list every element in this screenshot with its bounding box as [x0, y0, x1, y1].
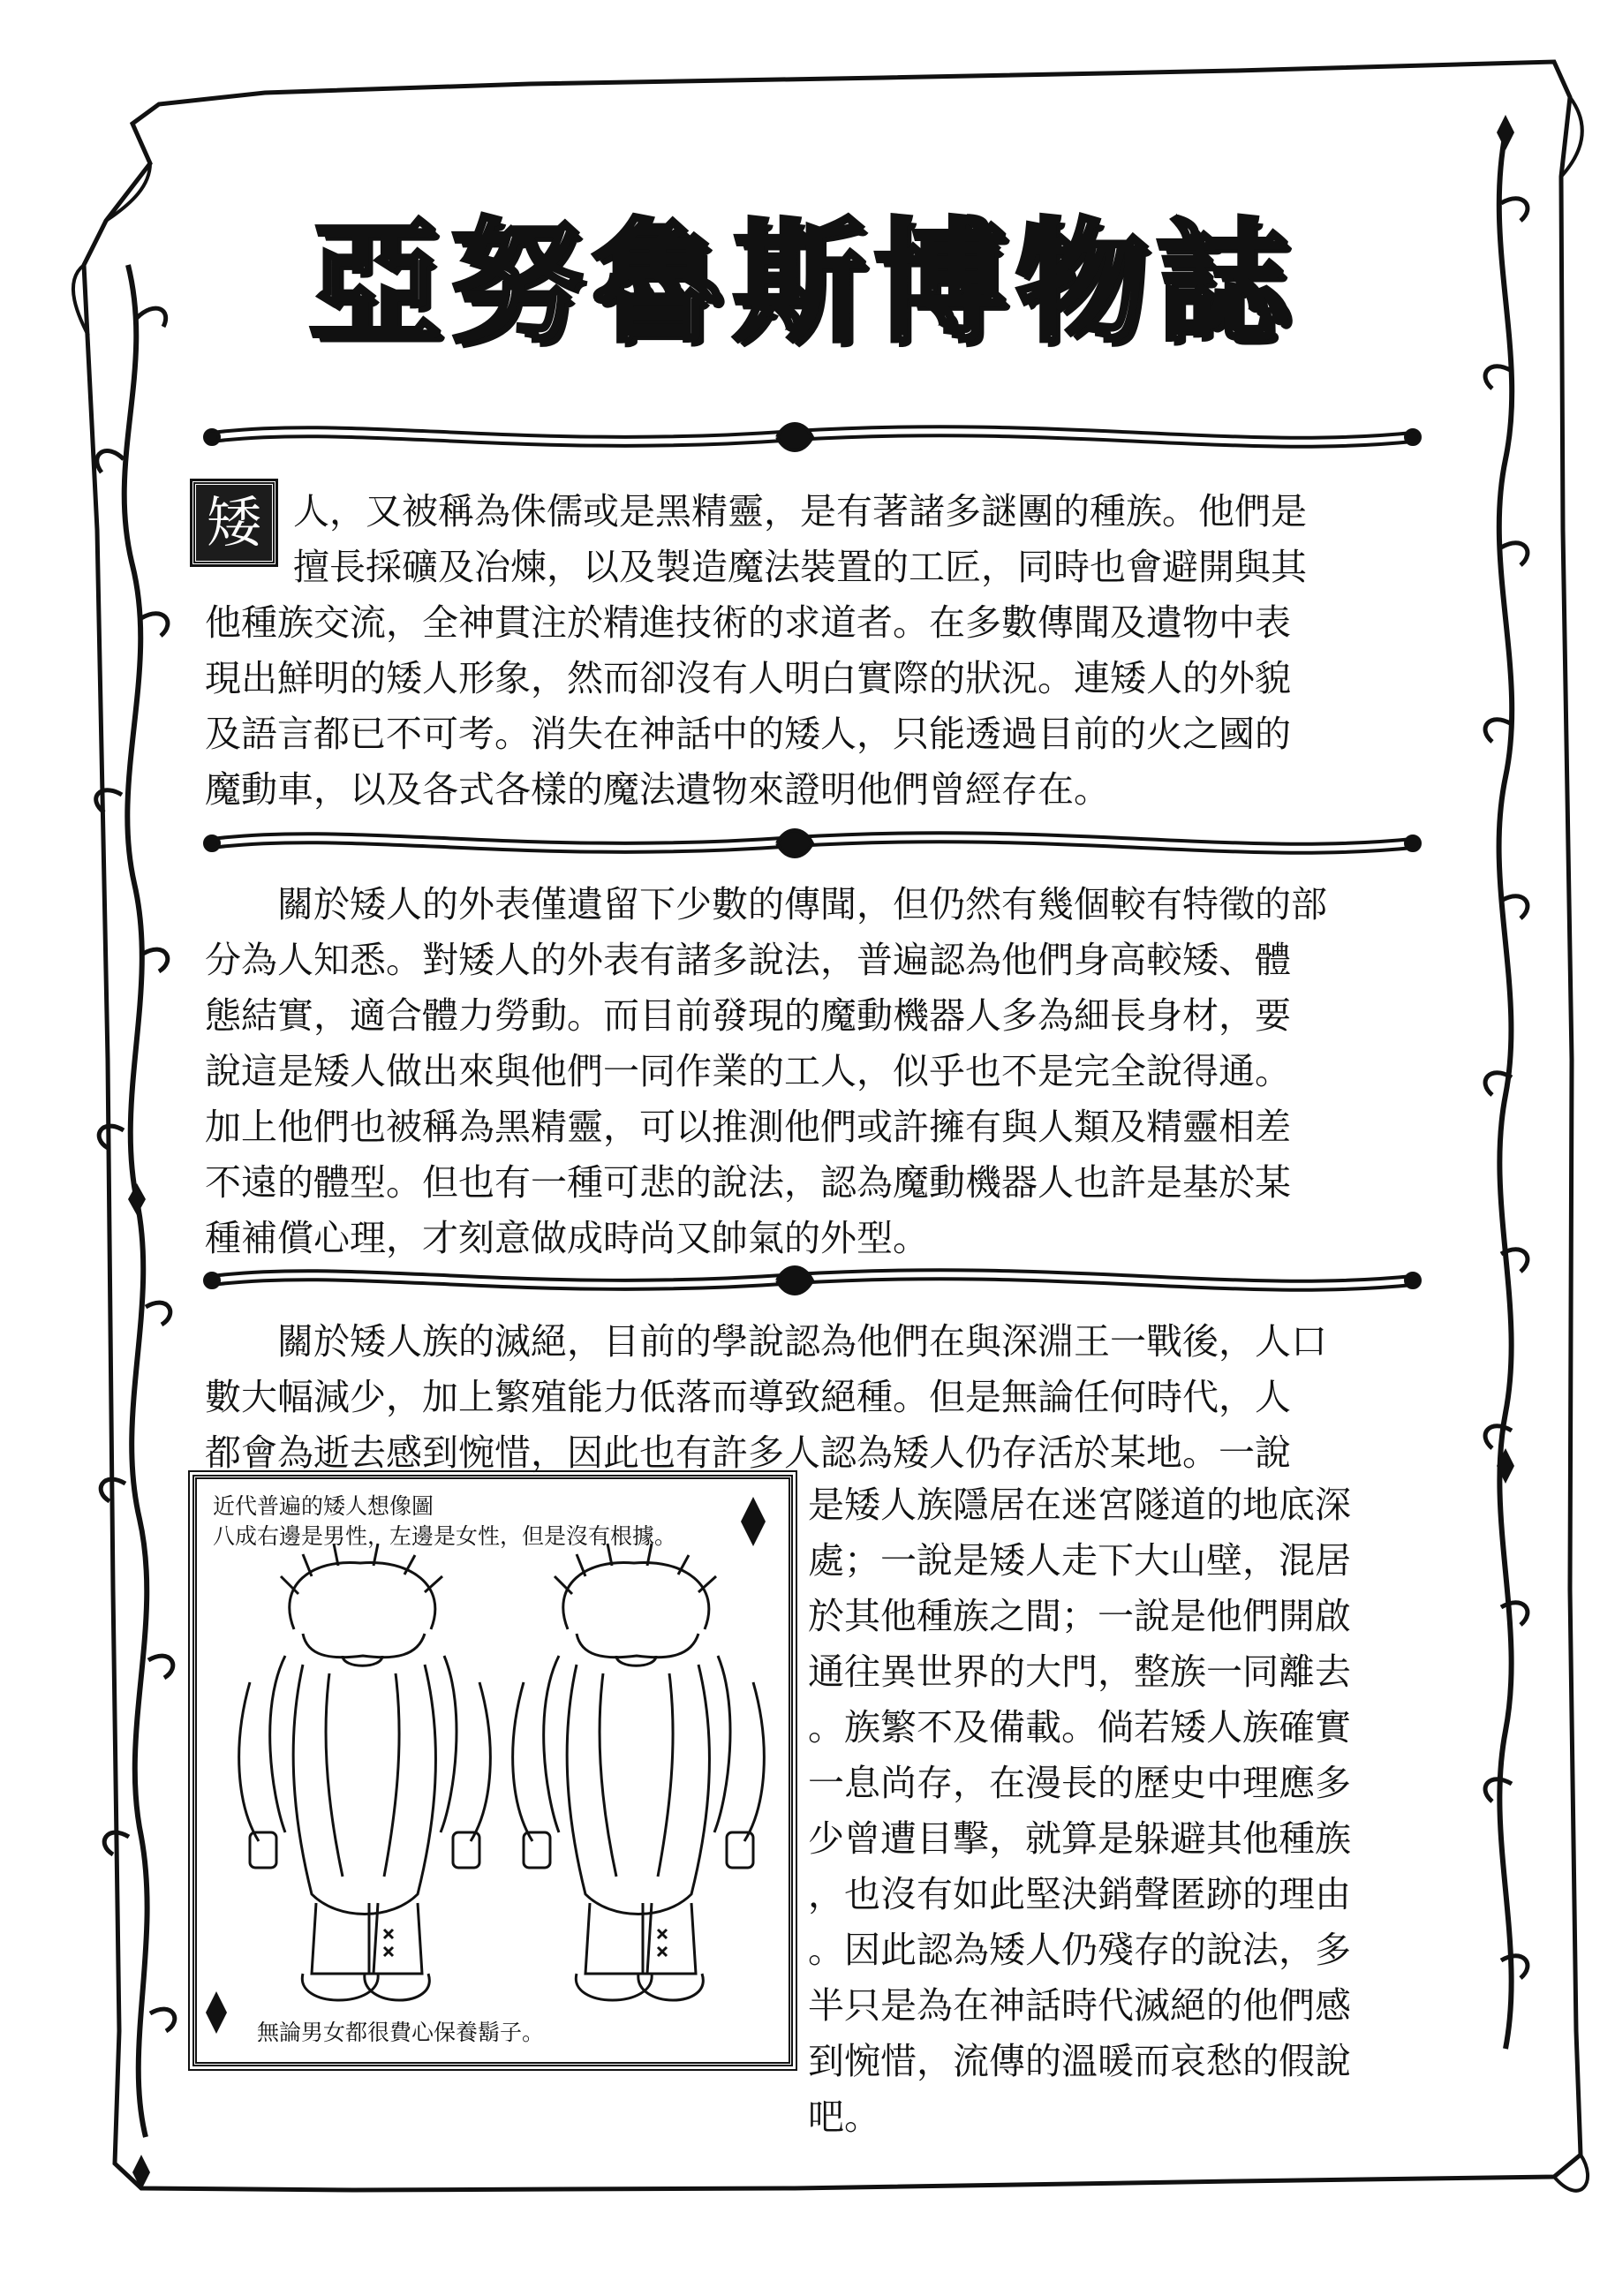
dwarf-illustration-figure — [192, 1475, 793, 2066]
figure-title: 近代普遍的矮人想像圖 — [213, 1493, 434, 1519]
page-title: 亞努魯斯博物誌 — [308, 205, 1298, 360]
text-line: 擅長採礦及冶煉，以及製造魔法裝置的工匠，同時也會避開與其 — [293, 546, 1307, 588]
text-line: 不遠的體型。但也有一種可悲的說法，認為魔動機器人也許是基於某 — [205, 1161, 1291, 1204]
text-line: 說這是矮人做出來與他們一同作業的工人，似乎也不是完全說得通。 — [205, 1050, 1291, 1092]
text-line: 種補償心理，才刻意做成時尚又帥氣的外型。 — [205, 1217, 929, 1259]
text-line: 關於矮人族的滅絕，目前的學說認為他們在與深淵王一戰後，人口 — [277, 1320, 1327, 1363]
figure-caption: 無論男女都很費心保養鬍子。 — [257, 2020, 545, 2045]
text-line: 及語言都已不可考。消失在神話中的矮人，只能透過目前的火之國的 — [205, 713, 1291, 755]
drop-cap: 矮 — [192, 481, 275, 564]
text-line: 半只是為在神話時代滅絕的他們感 — [808, 1984, 1351, 2027]
text-line: 於其他種族之間；一說是他們開啟 — [808, 1595, 1351, 1637]
text-line: 魔動車，以及各式各樣的魔法遺物來證明他們曾經存在。 — [205, 768, 1110, 811]
text-line: 都會為逝去感到惋惜，因此也有許多人認為矮人仍存活於某地。一說 — [205, 1431, 1291, 1474]
section3-paragraph — [205, 1314, 1423, 1481]
text-line: 數大幅減少，加上繁殖能力低落而導致絕種。但是無論任何時代，人 — [205, 1376, 1291, 1418]
dwarf-illustration — [197, 1479, 789, 2062]
text-line: ，也沒有如此堅決銷聲匿跡的理由 — [808, 1873, 1351, 1915]
text-line: 到惋惜，流傳的溫暖而哀愁的假說 — [808, 2040, 1351, 2082]
section2-paragraph — [205, 877, 1423, 1266]
text-line: 人，又被稱為侏儒或是黑精靈，是有著諸多謎團的種族。他們是 — [293, 490, 1307, 532]
text-line: 少曾遭目擊，就算是躲避其他種族 — [808, 1817, 1351, 1860]
text-line: 吧。 — [808, 2096, 880, 2138]
text-line: 處；一說是矮人走下大山壁，混居 — [808, 1539, 1351, 1582]
text-line: 他種族交流，全神貫注於精進技術的求道者。在多數傳聞及遺物中表 — [205, 601, 1291, 644]
section3-side-paragraph — [808, 1477, 1426, 2145]
text-line: 分為人知悉。對矮人的外表有諸多說法，普遍認為他們身高較矮、體 — [205, 939, 1291, 981]
text-line: 。族繁不及備載。倘若矮人族確實 — [808, 1706, 1351, 1748]
text-line: 。因此認為矮人仍殘存的說法，多 — [808, 1929, 1351, 1971]
section1-paragraph — [205, 484, 1423, 818]
text-line: 現出鮮明的矮人形象，然而卻沒有人明白實際的狀況。連矮人的外貌 — [205, 657, 1291, 699]
text-line: 態結實，適合體力勞動。而目前發現的魔動機器人多為細長身材，要 — [205, 994, 1291, 1037]
figure-subtitle: 八成右邊是男性，左邊是女性，但是沒有根據。 — [213, 1523, 677, 1549]
text-line: 關於矮人的外表僅遺留下少數的傳聞，但仍然有幾個較有特徵的部 — [277, 883, 1327, 925]
text-line: 通往異世界的大門，整族一同離去 — [808, 1650, 1351, 1693]
text-line: 一息尚存，在漫長的歷史中理應多 — [808, 1762, 1351, 1804]
text-line: 加上他們也被稱為黑精靈，可以推測他們或許擁有與人類及精靈相差 — [205, 1106, 1291, 1148]
text-line: 是矮人族隱居在迷宮隧道的地底深 — [808, 1484, 1351, 1526]
